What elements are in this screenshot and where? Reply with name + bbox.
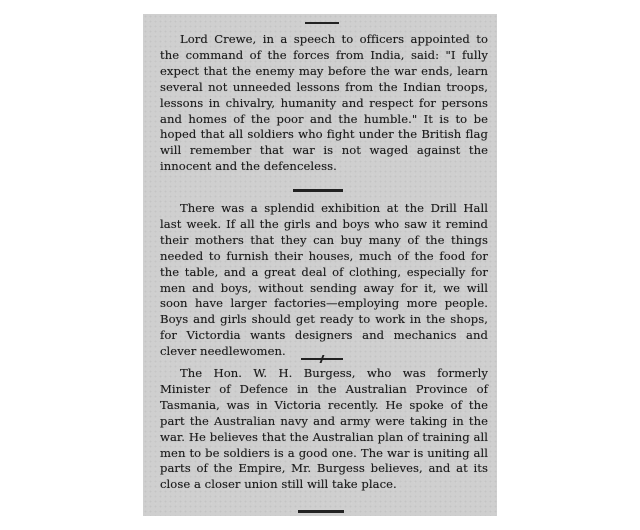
divider-rule <box>301 358 343 360</box>
newspaper-clipping <box>143 14 497 516</box>
paragraph-burgess: The Hon. W. H. Burgess, who was formerly Minister of Defence in the Australian Province of Tasmania, was in Victoria recently. He spoke of the part the Australian navy and army were taking in the war. He believes that the Australian plan of training all men to be soldiers is a good one. The war is uniting all parts of the Empire, Mr. Burgess believes, and at its close a closer union still will take place. <box>160 366 488 492</box>
bottom-divider-rule <box>298 510 344 513</box>
divider-rule <box>293 189 343 192</box>
top-divider-rule <box>305 22 339 24</box>
paragraph-lord-crewe: Lord Crewe, in a speech to officers appointed to the command of the forces from India, said: "I fully expect that the enemy may before the war ends, learn several not unneeded lessons from the Indian troops, lessons in chivalry, humanity and respect for persons and homes of the poor and the humble." It is to be hoped that all soldiers who fight under the British flag will remember that war is not waged against the innocent and the defenceless. <box>160 32 488 174</box>
paragraph-drill-hall: There was a splendid exhibition at the Drill Hall last week. If all the girls and boys who saw it remind their mothers that they can buy many of the things needed to furnish their houses, much of the food for the table, and a great deal of clothing, especially for men and boys, without sending away for it, we will soon have larger factories—employing more people. Boys and girls should get ready to work in the shops, for Victordia wants designers and mechanics and clever needlewomen. <box>160 201 488 359</box>
